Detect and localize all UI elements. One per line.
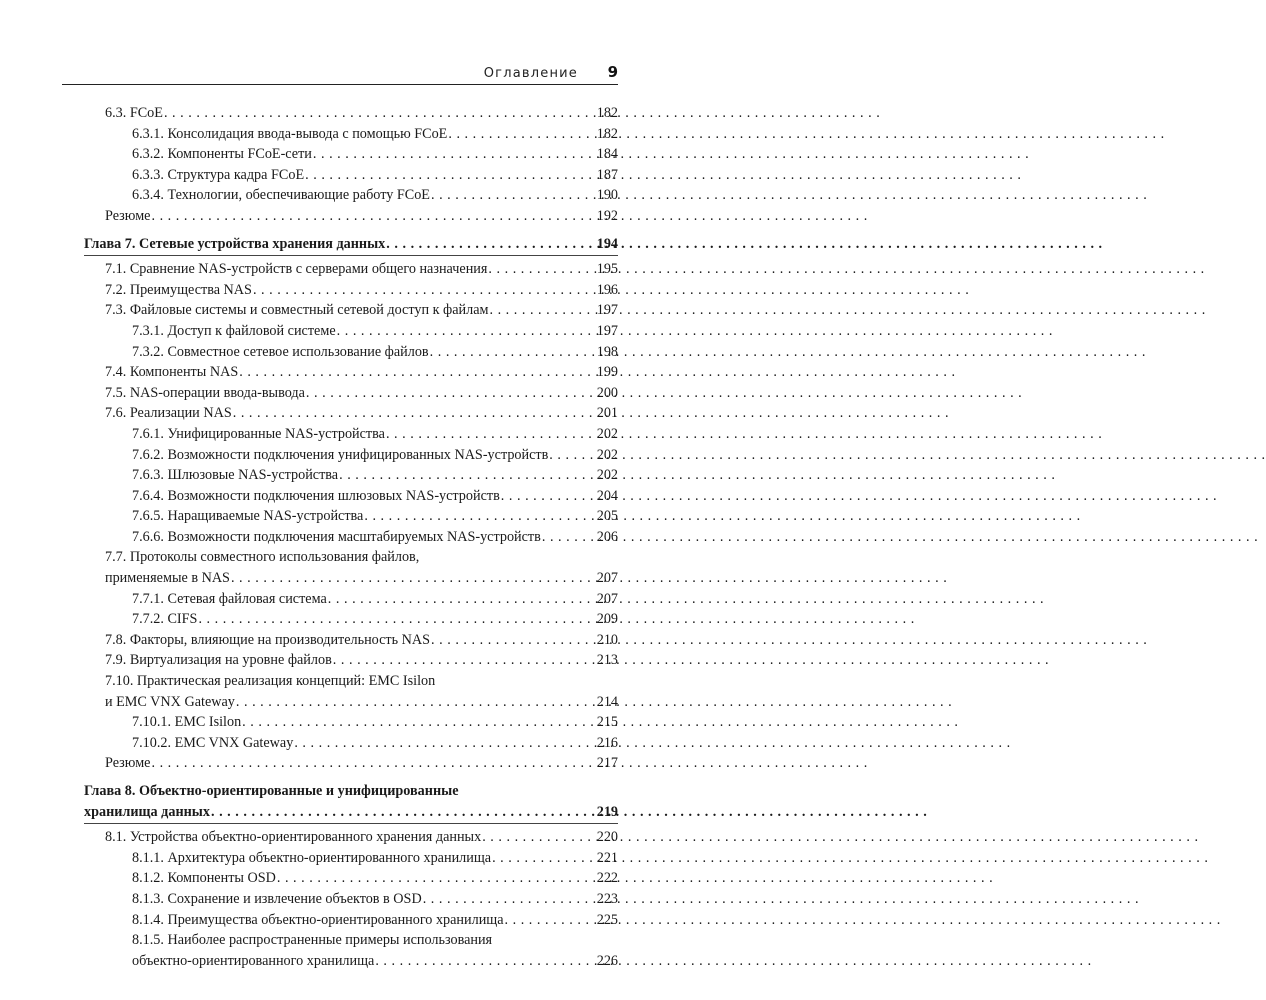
toc-entry[interactable] (84, 889, 618, 910)
toc-entry[interactable] (84, 527, 618, 548)
toc-entry-7-10[interactable] (84, 671, 618, 712)
entry-title: 7.6.2. Возможности подключения унифицированных NAS-устройств (132, 446, 549, 463)
entry-title: 8.1.4. Преимущества объектно-ориентированного хранилища (132, 911, 504, 928)
toc-entry[interactable] (84, 103, 618, 124)
entry-title: 7.3. Файловые системы и совместный сетевой доступ к файлам (105, 302, 489, 319)
leader-dots (430, 630, 595, 651)
entry-title: 7.10.1. EMC Isilon (132, 714, 242, 731)
toc-entry[interactable] (84, 506, 618, 527)
entry-title: 8.1.2. Компоненты OSD (132, 870, 276, 887)
entry-title: 7.6.1. Унифицированные NAS-устройства (132, 425, 385, 442)
entry-page: 184 (596, 146, 618, 163)
entry-title: 7.4. Компоненты NAS (105, 364, 239, 381)
leader-dots (422, 889, 595, 910)
entry-title: 7.8. Факторы, влияющие на производительность NAS (105, 631, 431, 648)
entry-title: 8.1.1. Архитектура объектно-ориентированного хранилища (132, 849, 492, 866)
entry-title: 7.5. NAS-операции ввода-вывода (105, 384, 305, 401)
toc-chapter-7[interactable] (84, 234, 618, 257)
entry-page: 182 (596, 105, 618, 121)
leader-dots (150, 753, 594, 774)
toc-entry[interactable] (84, 609, 618, 630)
toc-entry[interactable] (84, 165, 618, 186)
toc-entry[interactable] (84, 465, 618, 486)
entry-page: 201 (596, 405, 618, 422)
toc-entry-8-1-5[interactable] (84, 930, 618, 971)
entry-page: 207 (596, 590, 618, 607)
entry-page: 216 (596, 734, 618, 751)
toc-entry[interactable] (84, 259, 618, 280)
leader-dots (491, 848, 595, 869)
toc-entry[interactable] (84, 630, 618, 651)
entry-title-line2: применяемые в NAS (105, 570, 230, 587)
chapter-page: 219 (596, 803, 618, 820)
leader-dots (447, 124, 594, 145)
toc-chapter-7-entries-b (84, 589, 618, 671)
leader-dots (150, 206, 594, 227)
toc-entry[interactable] (84, 445, 618, 466)
leader-dots (430, 185, 595, 206)
leader-dots (338, 465, 595, 486)
leader-dots (336, 321, 595, 342)
running-header (62, 58, 618, 85)
entry-page: 210 (596, 631, 618, 648)
leader-dots (312, 144, 595, 165)
toc-chapter-8-entries (84, 827, 618, 930)
leader-dots (429, 342, 595, 363)
leader-dots (210, 802, 595, 823)
entry-title: 7.3.2. Совместное сетевое использование файлов (132, 343, 429, 360)
entry-page: 221 (596, 849, 618, 866)
leader-dots (230, 568, 595, 589)
toc-entry[interactable] (84, 124, 618, 145)
entry-page: 202 (596, 446, 618, 463)
entry-title: Резюме (105, 207, 151, 224)
entry-title: 6.3.3. Структура кадра FCoE (132, 166, 305, 183)
entry-page: 214 (596, 693, 618, 710)
entry-page: 197 (596, 322, 618, 339)
entry-page: 220 (596, 829, 618, 846)
entry-page: 192 (596, 207, 618, 224)
toc-entry[interactable] (84, 300, 618, 321)
entry-page: 207 (596, 570, 618, 587)
toc-entry[interactable] (84, 383, 618, 404)
toc-entry[interactable] (84, 827, 618, 848)
toc-entry[interactable] (84, 650, 618, 671)
toc-entry[interactable] (84, 321, 618, 342)
leader-dots (385, 234, 594, 255)
toc-chapter-7-entries-c (84, 712, 618, 774)
entry-title: 6.3.1. Консолидация ввода-вывода с помощью FCoE (132, 125, 448, 142)
leader-dots (163, 103, 595, 124)
toc-entry[interactable] (84, 486, 618, 507)
toc-entry[interactable] (84, 403, 618, 424)
entry-page: 215 (596, 714, 618, 731)
entry-title: 7.2. Преимущества NAS (105, 281, 252, 298)
entry-title-line2: объектно-ориентированного хранилища (132, 952, 375, 969)
entry-title: 7.9. Виртуализация на уровне файлов (105, 652, 332, 669)
toc-entry[interactable] (84, 753, 618, 774)
toc-entry-7-7[interactable] (84, 547, 618, 588)
toc-entry[interactable] (84, 733, 618, 754)
entry-title: 6.3. FCoE (105, 105, 163, 121)
leader-dots (481, 827, 595, 848)
leader-dots (548, 445, 594, 466)
entry-page: 190 (596, 187, 618, 204)
running-header-title: Оглавление (483, 66, 578, 81)
entry-title: 6.3.4. Технологии, обеспечивающие работу FCoE (132, 187, 430, 204)
leader-dots (332, 650, 595, 671)
entry-page: 196 (596, 281, 618, 298)
chapter-title: Глава 7. Сетевые устройства хранения данных (84, 235, 386, 252)
entry-title-line1: 7.7. Протоколы совместного использования файлов, (105, 549, 420, 566)
entry-title: Резюме (105, 755, 151, 772)
leader-dots (487, 259, 594, 280)
entry-page: 213 (596, 652, 618, 669)
leader-dots (385, 424, 595, 445)
entry-title: 8.1.3. Сохранение и извлечение объектов в OSD (132, 890, 422, 907)
entry-page: 202 (596, 425, 618, 442)
leader-dots (238, 362, 595, 383)
entry-page: 198 (596, 343, 618, 360)
leader-dots (363, 506, 594, 527)
entry-page: 195 (596, 261, 618, 278)
entry-page: 187 (596, 166, 618, 183)
toc-entry[interactable] (84, 144, 618, 165)
table-of-contents (84, 103, 618, 971)
entry-page: 204 (596, 487, 618, 504)
leader-dots (276, 868, 595, 889)
entry-page: 222 (596, 870, 618, 887)
toc-entry[interactable] (84, 868, 618, 889)
entry-title: 7.7.2. CIFS (132, 611, 198, 628)
entry-page: 209 (596, 611, 618, 628)
page-number: 9 (607, 63, 618, 81)
entry-page: 202 (596, 467, 618, 484)
leader-dots (293, 733, 594, 754)
leader-dots (304, 165, 595, 186)
entry-page: 223 (596, 890, 618, 907)
entry-page: 217 (596, 755, 618, 772)
entry-title: 7.3.1. Доступ к файловой системе (132, 322, 336, 339)
chapter-title-line1: Глава 8. Объектно-ориентированные и унифицированные (84, 783, 459, 799)
toc-entry[interactable] (84, 589, 618, 610)
entry-title: 7.10.2. EMC VNX Gateway (132, 734, 294, 751)
leader-dots (500, 486, 595, 507)
leader-dots (488, 300, 594, 321)
leader-dots (504, 910, 595, 931)
leader-dots (374, 951, 594, 972)
entry-page: 205 (596, 508, 618, 525)
toc-chapter-7-entries (84, 259, 618, 547)
toc-entry[interactable] (84, 424, 618, 445)
entry-title: 7.6. Реализации NAS (105, 405, 232, 422)
entry-title: 8.1. Устройства объектно-ориентированного хранения данных (105, 829, 482, 846)
entry-title: 7.6.4. Возможности подключения шлюзовых NAS-устройств (132, 487, 500, 504)
leader-dots (232, 403, 595, 424)
chapter-page: 194 (596, 235, 618, 252)
entry-page: 197 (596, 302, 618, 319)
toc-entry[interactable] (84, 206, 618, 227)
leader-dots (541, 527, 595, 548)
entry-title: 6.3.2. Компоненты FCoE-сети (132, 146, 312, 163)
toc-chapter-8[interactable] (84, 781, 618, 824)
leader-dots (241, 712, 595, 733)
entry-page: 182 (596, 125, 618, 142)
leader-dots (252, 280, 595, 301)
chapter-title-line2: хранилища данных (84, 803, 210, 820)
entry-title-line1: 8.1.5. Наиболее распространенные примеры использования (132, 932, 493, 949)
toc-entry[interactable] (84, 280, 618, 301)
leader-dots (197, 609, 594, 630)
entry-title: 7.6.5. Наращиваемые NAS-устройства (132, 508, 364, 525)
toc-entry[interactable] (84, 362, 618, 383)
entry-page: 225 (596, 911, 618, 928)
entry-title: 7.7.1. Сетевая файловая система (132, 590, 327, 607)
toc-entry[interactable] (84, 342, 618, 363)
leader-dots (235, 692, 595, 713)
toc-entry[interactable] (84, 712, 618, 733)
entry-page: 206 (596, 528, 618, 545)
toc-entry[interactable] (84, 185, 618, 206)
leader-dots (305, 383, 595, 404)
entry-title: 7.6.6. Возможности подключения масштабируемых NAS-устройств (132, 528, 541, 545)
entry-page: 226 (596, 952, 618, 969)
entry-title: 7.1. Сравнение NAS-устройств с серверами общего назначения (105, 261, 488, 278)
entry-title-line2: и EMC VNX Gateway (105, 693, 235, 710)
entry-page: 199 (596, 364, 618, 381)
toc-section-6-3 (84, 103, 618, 227)
entry-title: 7.6.3. Шлюзовые NAS-устройства (132, 467, 339, 484)
entry-page: 200 (596, 384, 618, 401)
entry-title-line1: 7.10. Практическая реализация концепций: EMC Isilon (105, 673, 436, 690)
leader-dots (327, 589, 595, 610)
toc-entry[interactable] (84, 848, 618, 869)
toc-entry[interactable] (84, 910, 618, 931)
